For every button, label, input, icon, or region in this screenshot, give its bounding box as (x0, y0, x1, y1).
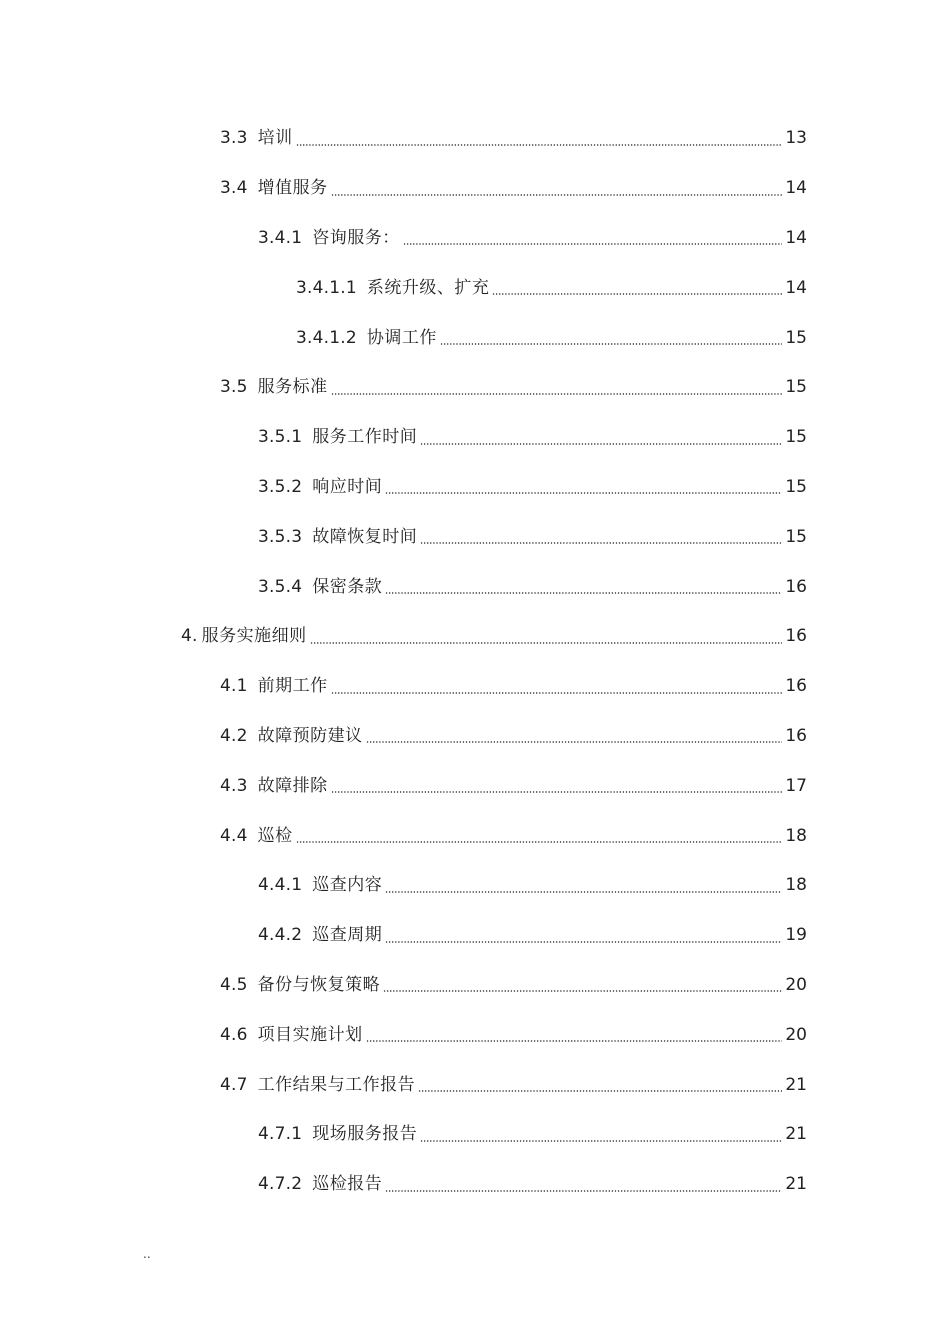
toc-entry-title: 服务标准 (257, 377, 328, 398)
toc-entry-number: 4.3 (220, 775, 248, 796)
toc-entry[interactable] (0, 313, 950, 363)
toc-entry-page: 15 (785, 476, 807, 497)
toc-entry-title: 培训 (257, 128, 293, 149)
dot-leader (420, 542, 782, 544)
dot-leader (331, 393, 782, 395)
toc-entry-number: 4.4 (220, 825, 248, 846)
toc-entry[interactable] (0, 961, 950, 1011)
toc-entry[interactable] (0, 1060, 950, 1110)
toc-entry-title: 保密条款 (312, 576, 383, 597)
dot-leader (420, 443, 782, 445)
toc-entry-number: 3.4.1 (258, 227, 303, 248)
toc-entry-number: 4.4.2 (258, 925, 303, 946)
toc-entry-title: 巡查内容 (312, 875, 383, 896)
dot-leader (385, 891, 782, 893)
toc-entry-page: 21 (785, 1124, 807, 1145)
toc-entry-page: 15 (785, 427, 807, 448)
toc-entry-title: 前期工作 (257, 676, 328, 697)
toc-entry[interactable] (0, 214, 950, 264)
toc-entry-page: 14 (785, 178, 807, 199)
toc-entry[interactable] (0, 512, 950, 562)
toc-entry-title: 咨询服务： (312, 227, 400, 248)
toc-entry-number: 3.3 (220, 128, 248, 149)
toc-entry-number: 3.5 (220, 377, 248, 398)
toc-entry-title: 巡检 (257, 825, 293, 846)
toc-entry-title: 现场服务报告 (312, 1124, 418, 1145)
toc-entry-page: 17 (785, 775, 807, 796)
dot-leader (383, 990, 782, 992)
toc-entry-page: 14 (785, 227, 807, 248)
toc-entry[interactable] (0, 114, 950, 164)
toc-entry-page: 16 (785, 576, 807, 597)
toc-entry-title: 响应时间 (312, 476, 383, 497)
toc-entry[interactable] (0, 463, 950, 513)
toc-entry-number: 4.5 (220, 974, 248, 995)
toc-entry[interactable] (0, 263, 950, 313)
toc-entry[interactable] (0, 712, 950, 762)
dot-leader (331, 791, 782, 793)
toc-entry-page: 16 (785, 725, 807, 746)
dot-leader (366, 741, 782, 743)
toc-entry[interactable] (0, 413, 950, 463)
toc-entry[interactable] (0, 761, 950, 811)
dot-leader (385, 1190, 782, 1192)
toc-entry[interactable] (0, 612, 950, 662)
toc-entry-page: 20 (785, 974, 807, 995)
toc-entry-number: 3.4.1.1 (296, 277, 357, 298)
toc-entry-number: 3.5.4 (258, 576, 303, 597)
toc-entry-title: 巡检报告 (312, 1174, 383, 1195)
dot-leader (296, 144, 782, 146)
toc-entry-number: 3.5.2 (258, 476, 303, 497)
toc-entry[interactable] (0, 1010, 950, 1060)
toc-entry-title: 项目实施计划 (257, 1024, 363, 1045)
toc-entry[interactable] (0, 1110, 950, 1160)
dot-leader (403, 243, 782, 245)
toc-entry-page: 19 (785, 925, 807, 946)
toc-entry-page: 13 (785, 128, 807, 149)
toc-entry[interactable] (0, 811, 950, 861)
toc-entry-page: 21 (785, 1074, 807, 1095)
toc-entry[interactable] (0, 1160, 950, 1210)
toc-entry-number: 3.5.3 (258, 526, 303, 547)
toc-entry-title: 备份与恢复策略 (257, 974, 381, 995)
dot-leader (331, 692, 782, 694)
toc-entry-number: 3.4 (220, 178, 248, 199)
dot-leader (310, 642, 782, 644)
toc-entry[interactable] (0, 911, 950, 961)
toc-entry-number: 3.4.1.2 (296, 327, 357, 348)
toc-entry-number: 4.2 (220, 725, 248, 746)
toc-entry[interactable] (0, 861, 950, 911)
toc-entry-page: 15 (785, 526, 807, 547)
toc-entry-page: 14 (785, 277, 807, 298)
toc-entry-title: 系统升级、扩充 (366, 277, 490, 298)
toc-entry-title: 服务实施细则 (201, 626, 307, 647)
toc-entry-title: 协调工作 (366, 327, 437, 348)
toc-entry-title: 服务工作时间 (312, 427, 418, 448)
toc-entry-title: 故障恢复时间 (312, 526, 418, 547)
dot-leader (385, 941, 782, 943)
toc-entry-number: 4.7.2 (258, 1174, 303, 1195)
toc-entry-title: 故障排除 (257, 775, 328, 796)
table-of-contents (0, 114, 950, 1210)
toc-entry-page: 15 (785, 327, 807, 348)
toc-entry-number: 4.7.1 (258, 1124, 303, 1145)
footer-mark: .. (143, 1247, 151, 1261)
dot-leader (331, 194, 782, 196)
dot-leader (440, 343, 782, 345)
dot-leader (385, 492, 782, 494)
toc-entry[interactable] (0, 562, 950, 612)
toc-entry-number: 3.5.1 (258, 427, 303, 448)
toc-entry[interactable] (0, 662, 950, 712)
dot-leader (385, 592, 782, 594)
toc-entry-page: 21 (785, 1174, 807, 1195)
toc-entry[interactable] (0, 164, 950, 214)
toc-entry-title: 工作结果与工作报告 (257, 1074, 416, 1095)
toc-entry-number: 4.7 (220, 1074, 248, 1095)
toc-entry-page: 16 (785, 676, 807, 697)
toc-entry-page: 18 (785, 875, 807, 896)
toc-entry-title: 故障预防建议 (257, 725, 363, 746)
toc-entry-title: 巡查周期 (312, 925, 383, 946)
toc-entry-number: 4.1 (220, 676, 248, 697)
toc-entry-page: 18 (785, 825, 807, 846)
toc-entry[interactable] (0, 363, 950, 413)
toc-entry-title: 增值服务 (257, 178, 328, 199)
toc-entry-page: 15 (785, 377, 807, 398)
dot-leader (420, 1140, 782, 1142)
toc-entry-number: 4. (181, 626, 198, 647)
dot-leader (418, 1090, 782, 1092)
toc-entry-page: 20 (785, 1024, 807, 1045)
dot-leader (366, 1040, 782, 1042)
toc-entry-number: 4.4.1 (258, 875, 303, 896)
toc-entry-number: 4.6 (220, 1024, 248, 1045)
dot-leader (296, 841, 782, 843)
toc-entry-page: 16 (785, 626, 807, 647)
dot-leader (492, 293, 782, 295)
